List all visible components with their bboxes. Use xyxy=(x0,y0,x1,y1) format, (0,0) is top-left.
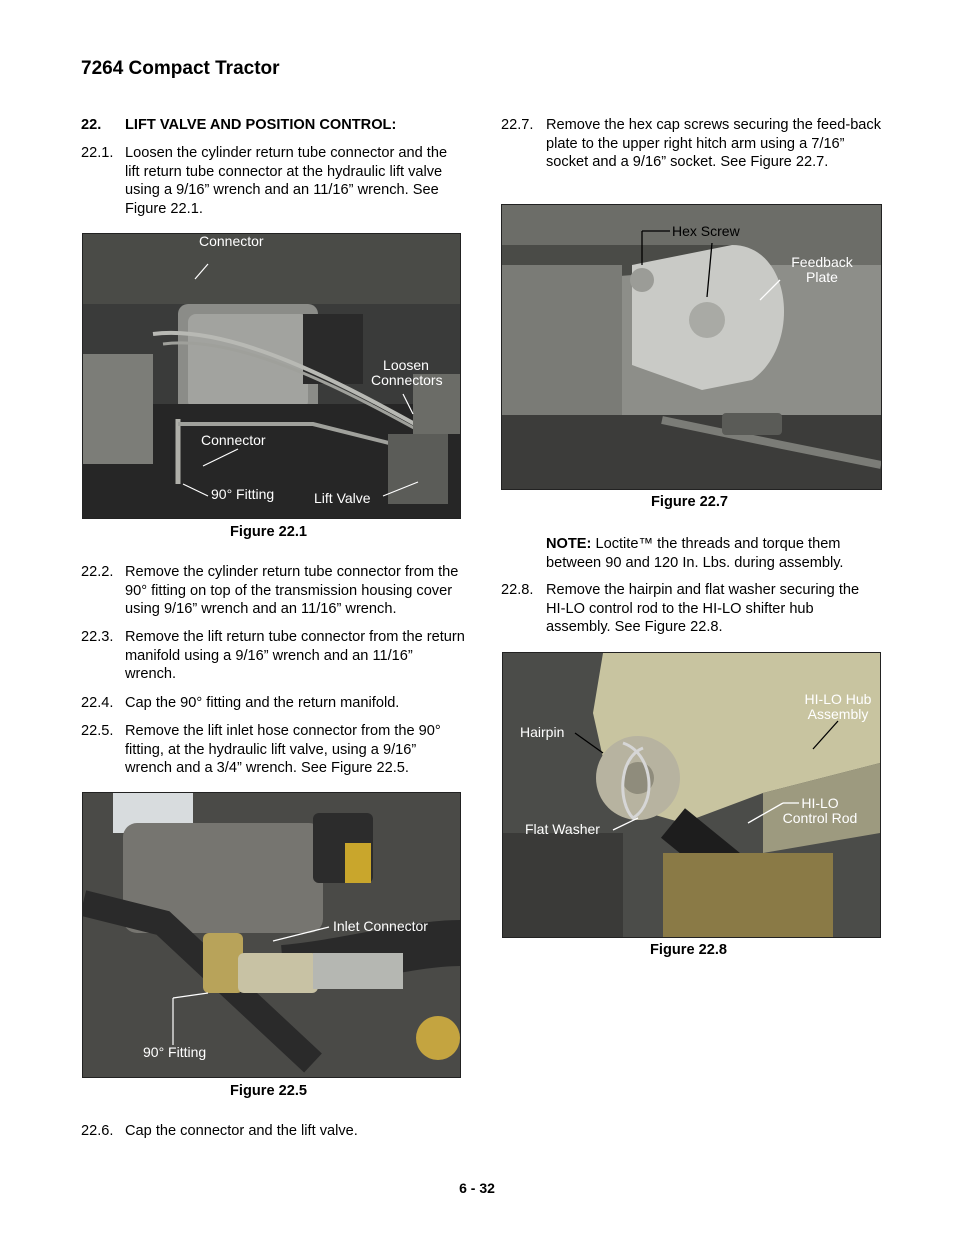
step-number: 22.4. xyxy=(81,695,114,711)
step-text: Remove the cylinder return tube connector from the 90° fitting on top of the transmission housing cover using 9/16” wrench and an 11/16” wrench. xyxy=(125,564,459,618)
note-loctite xyxy=(546,535,882,573)
label-feedback-plate: Feedback Plate xyxy=(791,254,853,285)
step-number: 22.1. xyxy=(81,145,114,161)
step-number: 22.7. xyxy=(501,117,534,133)
section-title: LIFT VALVE AND POSITION CONTROL: xyxy=(125,117,397,133)
step-22-7 xyxy=(501,116,882,191)
label-flat-washer: Flat Washer xyxy=(525,821,600,837)
step-text: Cap the 90° fitting and the return manifold. xyxy=(125,695,400,711)
step-number: 22.5. xyxy=(81,723,114,739)
step-22-8 xyxy=(501,581,882,637)
label-90-fitting: 90° Fitting xyxy=(211,486,275,502)
label-lift-valve: Lift Valve xyxy=(314,490,371,506)
label-hilo-control-rod: HI-LO Control Rod xyxy=(782,795,858,826)
figure-22-7-photo xyxy=(501,204,882,490)
label-inlet-connector: Inlet Connector xyxy=(333,918,428,934)
label-connector-top: Connector xyxy=(199,233,264,249)
figure-22-1-photo xyxy=(82,233,461,519)
figure-22-8-photo xyxy=(502,652,881,938)
figure-22-5-caption: Figure 22.5 xyxy=(230,1083,308,1099)
step-text: Cap the connector and the lift valve. xyxy=(125,1123,358,1139)
step-number: 22.2. xyxy=(81,564,114,580)
step-number: 22.6. xyxy=(81,1123,114,1139)
step-number: 22.3. xyxy=(81,629,114,645)
document-title: 7264 Compact Tractor xyxy=(81,58,280,79)
label-hex-screw: Hex Screw xyxy=(672,223,740,239)
inlet-connector-illustration xyxy=(83,793,460,1077)
label-90-fitting: 90° Fitting xyxy=(143,1044,207,1060)
step-text: Remove the hairpin and flat washer securing the HI-LO control rod to the HI-LO shifter hub assembly. See Figure 22.8. xyxy=(546,582,860,636)
label-hilo-hub-assembly: HI-LO Hub Assembly xyxy=(804,691,872,722)
step-22-2 xyxy=(81,563,465,619)
step-text: Remove the lift inlet hose connector from the 90° fitting, at the hydraulic lift valve, using a 9/16” wrench and a 3/4” wrench. See Figure 22.5. xyxy=(125,723,441,777)
step-number: 22.8. xyxy=(501,582,534,598)
step-22-4 xyxy=(81,694,465,714)
label-connector-mid: Connector xyxy=(201,432,266,448)
figure-22-1-caption: Figure 22.1 xyxy=(230,524,308,540)
step-22-1 xyxy=(81,144,465,219)
note-label: NOTE: xyxy=(546,536,592,552)
feedback-plate-illustration xyxy=(502,205,881,489)
note-text: Loctite™ the threads and torque them between 90 and 120 In. Lbs. during assembly. xyxy=(546,536,844,571)
figure-22-8-caption: Figure 22.8 xyxy=(650,942,728,958)
step-22-3 xyxy=(81,628,465,684)
step-22-5 xyxy=(81,722,465,778)
figure-22-7-caption: Figure 22.7 xyxy=(651,494,729,510)
section-number: 22. xyxy=(81,117,102,133)
step-22-6 xyxy=(81,1122,465,1142)
page-number: 6 - 32 xyxy=(459,1180,495,1196)
figure-22-5-photo xyxy=(82,792,461,1078)
step-text: Loosen the cylinder return tube connector and the lift return tube connector at the hydraulic lift valve using a 9/16” wrench and an 11/16” wrench. See Figure 22.1. xyxy=(125,145,448,217)
step-text: Remove the hex cap screws securing the feed-back plate to the upper right hitch arm using a 7/16” socket and a 9/16” socket. See Figure 22.7. xyxy=(546,117,882,171)
label-hairpin: Hairpin xyxy=(520,724,565,740)
step-text: Remove the lift return tube connector from the return manifold using a 9/16” wrench and an 11/16” wrench. xyxy=(125,629,465,683)
label-loosen-connectors: Loosen Connectors xyxy=(371,357,443,388)
